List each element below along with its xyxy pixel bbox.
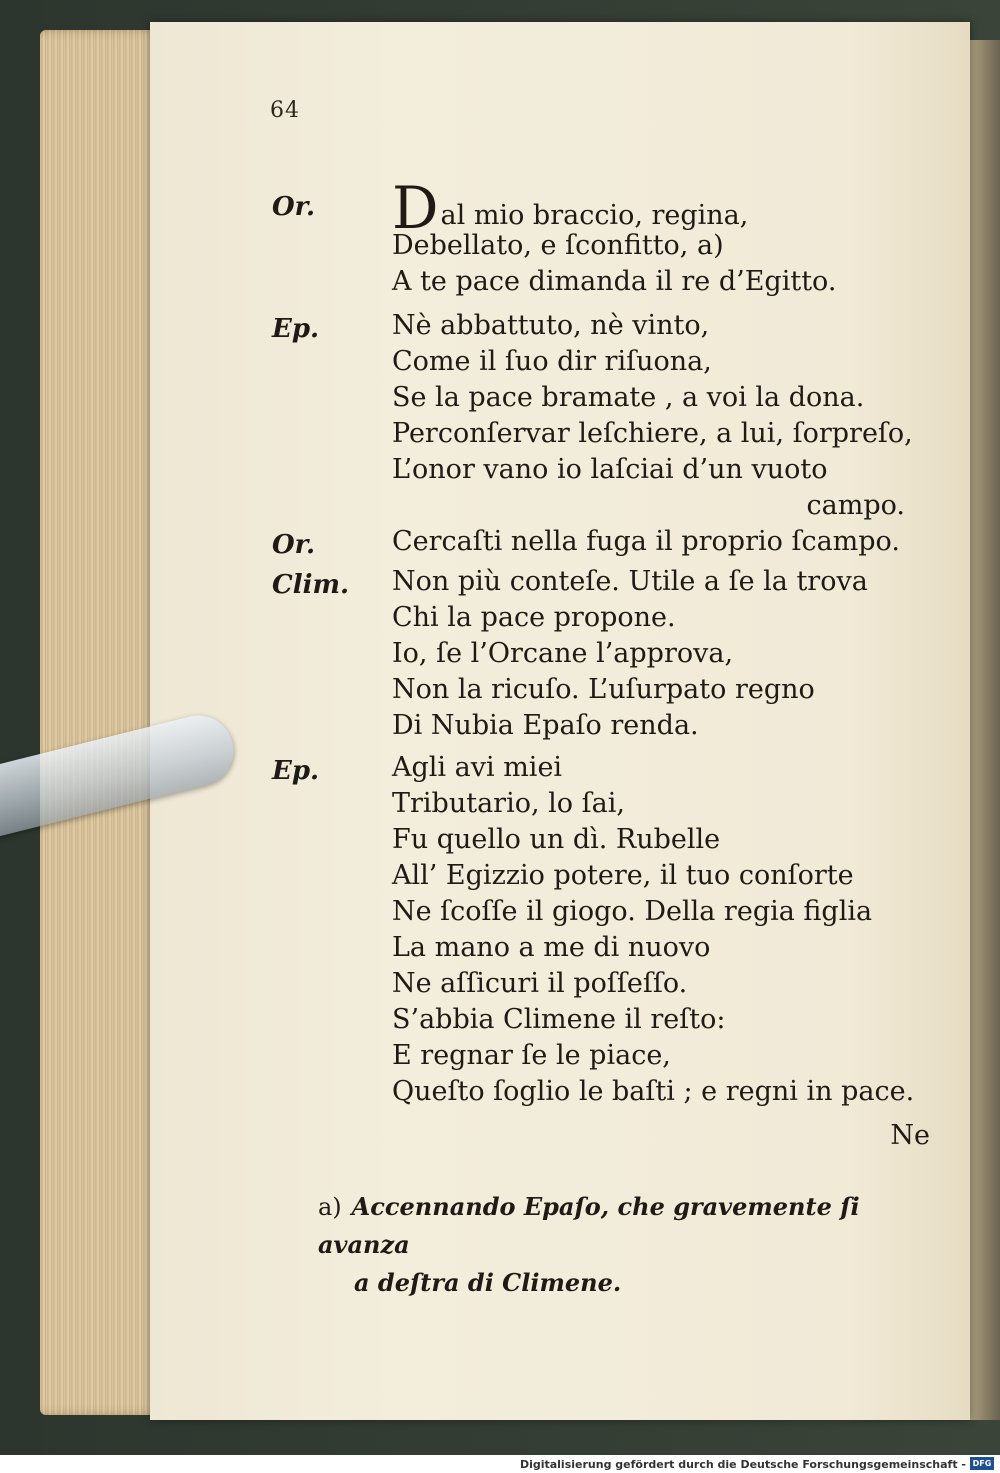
verse-line: Ne ſcoſſe il giogo. Della regia figlia	[392, 896, 873, 927]
speaker-label: Ep.	[272, 314, 320, 344]
verse-line: Fu quello un dì. Rubelle	[392, 824, 721, 855]
catchword: Ne	[890, 1120, 930, 1151]
verse-line: Queſto ſoglio le baſti ; e regni in pace.	[392, 1076, 915, 1107]
verse-line: Agli avi miei	[392, 752, 563, 783]
verse-line: L’onor vano io laſciai d’un vuoto	[392, 454, 828, 485]
verse-line: Non la ricuſo. L’uſurpato regno	[392, 674, 815, 705]
verse-line: Come il ſuo dir riſuona,	[392, 346, 712, 377]
verse-line: La mano a me di nuovo	[392, 932, 711, 963]
speaker-label: Clim.	[272, 570, 350, 600]
verse-line	[392, 174, 749, 242]
verse-line: Cercaſti nella fuga il proprio ſcampo.	[392, 526, 900, 557]
speaker-label: Or.	[272, 530, 316, 560]
footnote-text-line1: Accennando Epaſo, che gravemente ſi avanza	[318, 1192, 860, 1259]
footnote-text-line2: a deſtra di Climene.	[354, 1268, 622, 1297]
footnote	[318, 1188, 958, 1302]
verse-line: A te pace dimanda il re d’Egitto.	[392, 266, 837, 297]
verse-line: E regnar ſe le piace,	[392, 1040, 671, 1071]
page-number: 64	[270, 98, 300, 123]
speaker-label: Or.	[272, 192, 316, 222]
dfg-logo: DFG	[970, 1457, 994, 1470]
verse-line: Se la pace bramate , a voi la dona.	[392, 382, 865, 413]
verse-line: Non più conteſe. Utile a ſe la trova	[392, 566, 868, 597]
verse-line: S’abbia Climene il reſto:	[392, 1004, 726, 1035]
verse-line: All’ Egizzio potere, il tuo conſorte	[392, 860, 854, 891]
verse-line: Chi la pace propone.	[392, 602, 676, 633]
gutter-shadow	[965, 40, 1000, 1420]
verse-line: Io, ſe l’Orcane l’approva,	[392, 638, 734, 669]
credit-text: Digitalisierung gefördert durch die Deutsche Forschungsgemeinschaft -	[519, 1458, 966, 1471]
verse-line: Di Nubia Epaſo renda.	[392, 710, 699, 741]
footnote-mark: a)	[318, 1193, 342, 1221]
verse-text: al mio braccio, regina,	[440, 200, 749, 231]
drop-cap: D	[392, 174, 439, 242]
speaker-label: Ep.	[272, 756, 320, 786]
verse-line: Perconſervar leſchiere, a lui, ſorpreſo,	[392, 418, 913, 449]
verse-line: Nè abbattuto, nè vinto,	[392, 310, 710, 341]
verse-line: campo.	[806, 490, 905, 521]
verse-line: Tributario, lo ſai,	[392, 788, 625, 819]
verse-line: Ne aſſicuri il poſſeſſo.	[392, 968, 688, 999]
verse-line: Debellato, e ſconfitto, a)	[392, 230, 724, 261]
